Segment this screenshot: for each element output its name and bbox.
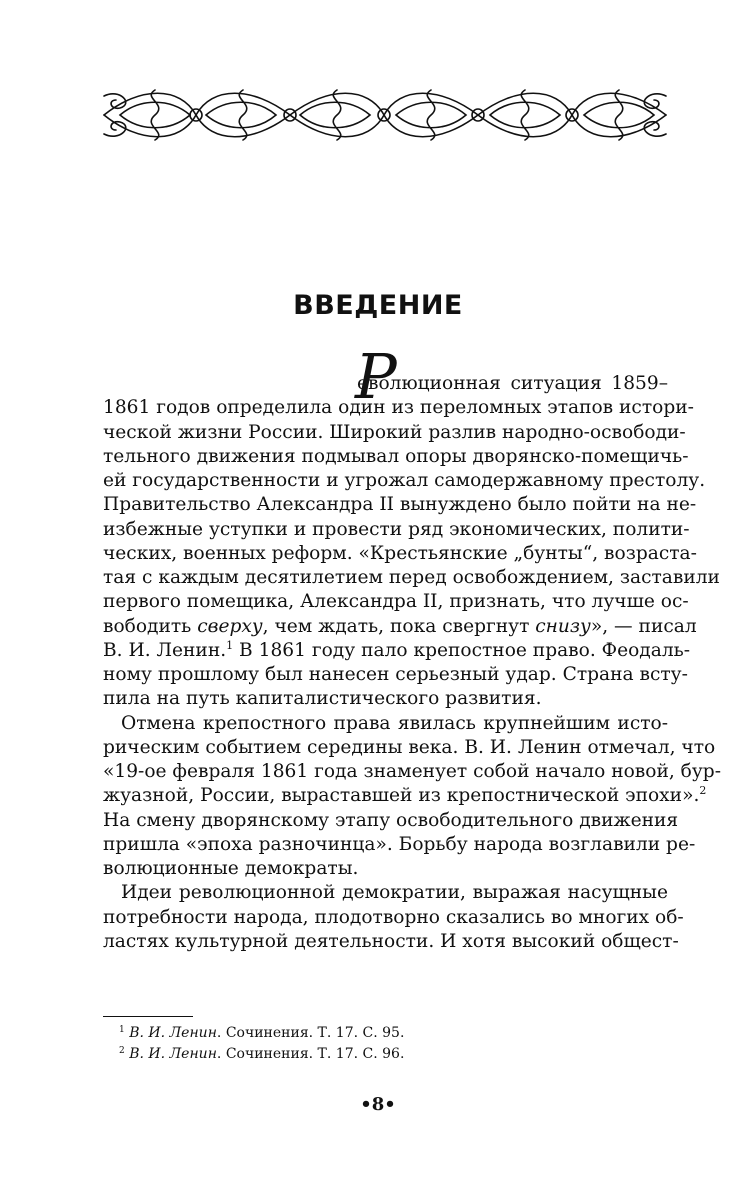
text-line: [103, 615, 697, 639]
footnote-number: 1: [119, 1025, 125, 1035]
text-line: ческой жизни России. Широкий разлив народно-освободи-: [103, 421, 686, 443]
footnote: [119, 1044, 404, 1065]
text-fragment: В 1861 году пало крепостное право. Феодаль-: [233, 639, 691, 661]
text-line: [103, 784, 707, 808]
text-line: «19-ое февраля 1861 года знаменует собой начало новой, бур-: [103, 761, 721, 782]
footnote-text: . Сочинения. Т. 17. С. 95.: [216, 1025, 405, 1041]
footnotes: [119, 1023, 404, 1065]
footnote-author: В. И. Ленин: [129, 1025, 217, 1041]
footnote-ref[interactable]: 2: [699, 784, 707, 798]
text-fragment: жуазной, России, выраставшей из крепостнической эпохи».: [103, 785, 700, 807]
text-line: потребности народа, плодотворно сказались во многих об-: [103, 906, 684, 928]
text-line: ластях культурной деятельности. И хотя высокий общест-: [103, 930, 679, 952]
page-number: •8•: [360, 1094, 396, 1115]
drop-cap: Р: [355, 340, 397, 413]
text-line: Идеи революционной демократии, выражая насущные: [121, 882, 668, 904]
text-fragment: вободить: [103, 615, 198, 637]
text-line: Правительство Александра II вынуждено было пойти на не-: [103, 494, 697, 516]
text-line: избежные уступки и провести ряд экономических, полити-: [103, 518, 690, 540]
text-line: тая с каждым десятилетием перед освобождением, заставили: [103, 567, 720, 588]
text-line: пришла «эпоха разночинца». Борьбу народа возглавили ре-: [103, 833, 696, 855]
footnote: [119, 1023, 404, 1044]
emphasis: снизу: [535, 615, 591, 637]
text-line: еволюционная ситуация 1859–: [357, 373, 668, 394]
text-fragment: », — писал: [590, 615, 697, 637]
text-line: волюционные демократы.: [103, 858, 359, 879]
text-line: рическим событием середины века. В. И. Ленин отмечал, что: [103, 736, 716, 758]
footnote-author: В. И. Ленин: [129, 1046, 217, 1062]
page-number-value: 8: [371, 1094, 385, 1115]
footnote-ref[interactable]: 1: [226, 638, 234, 652]
text-line: ному прошлому был нанесен серьезный удар. Страна всту-: [103, 664, 688, 685]
text-line: ческих, военных реформ. «Крестьянские „бунты“, возраста-: [103, 542, 697, 564]
text-line: Отмена крепостного права явилась крупнейшим исто-: [121, 712, 668, 734]
text-line: [103, 638, 691, 663]
footnote-divider: [103, 1016, 193, 1017]
text-line: первого помещика, Александра II, признать, что лучше ос-: [103, 591, 689, 613]
text-line: тельного движения подмывал опоры дворянско-помещичь-: [103, 445, 689, 467]
ornamental-header: [100, 84, 670, 146]
chapter-title: ВВЕДЕНИЕ: [293, 290, 463, 321]
text-line: ей государственности и угрожал самодержавному престолу.: [103, 470, 706, 491]
footnote-text: . Сочинения. Т. 17. С. 96.: [216, 1046, 405, 1062]
text-line: пила на путь капиталистического развития.: [103, 688, 542, 710]
text-line: На смену дворянскому этапу освободительного движения: [103, 809, 679, 831]
text-line: 1861 годов определила один из переломных этапов истори-: [103, 397, 694, 419]
footnote-number: 2: [119, 1046, 125, 1056]
text-fragment: В. И. Ленин.: [103, 639, 227, 661]
text-fragment: , чем ждать, пока свергнут: [262, 615, 536, 637]
emphasis: сверху: [197, 615, 263, 637]
body-text: [103, 340, 721, 954]
